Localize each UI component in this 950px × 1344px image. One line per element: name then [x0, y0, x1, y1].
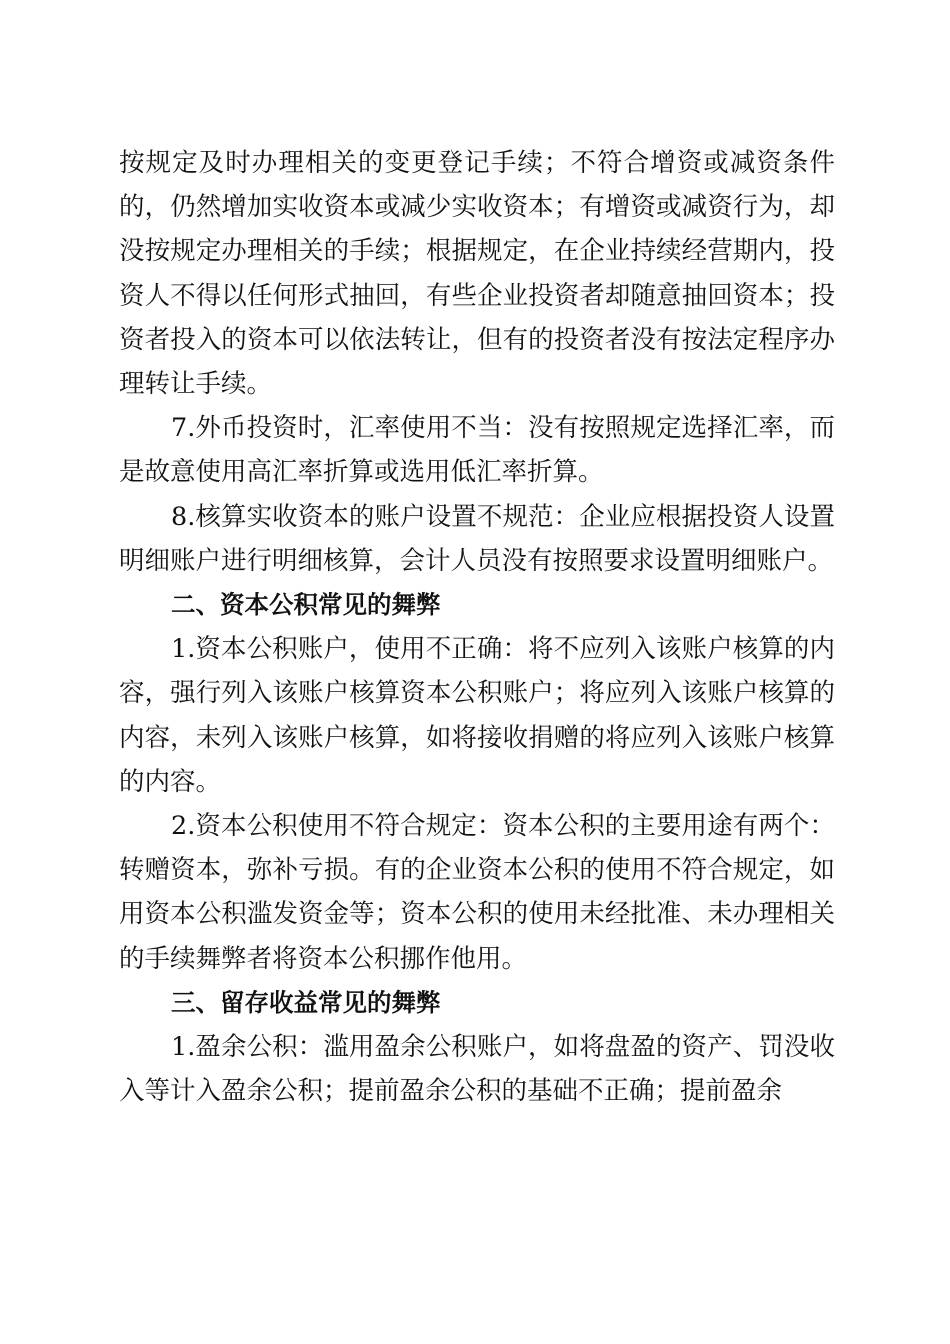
- paragraph-item-7-foreign-currency: 7.外币投资时，汇率使用不当：没有按照规定选择汇率，而是故意使用高汇率折算或选用低汇率折算。: [119, 413, 835, 488]
- paragraph-capital-reserve-item-2: 2.资本公积使用不符合规定：资本公积的主要用途有两个：转赠资本，弥补亏损。有的企业资本公积的使用不符合规定，如用资本公积滥发资金等；资本公积的使用未经批准、未办理相关的手续舞弊者将资本公积挪作他用。: [119, 811, 835, 974]
- paragraph-item-8-account-setup: 8.核算实收资本的账户设置不规范：企业应根据投资人设置明细账户进行明细核算，会计人员没有按照要求设置明细账户。: [119, 501, 835, 576]
- paragraph-retained-earnings-item-1: 1.盈余公积：滥用盈余公积账户，如将盘盈的资产、罚没收入等计入盈余公积；提前盈余公积的基础不正确；提前盈余: [119, 1032, 835, 1107]
- paragraph-capital-reserve-item-1: 1.资本公积账户，使用不正确：将不应列入该账户核算的内容，强行列入该账户核算资本公积账户；将应列入该账户核算的内容，未列入该账户核算，如将接收捐赠的将应列入该账户核算的内容。: [119, 634, 835, 797]
- section-heading-capital-reserve: 二、资本公积常见的舞弊: [171, 590, 441, 620]
- section-heading-retained-earnings: 三、留存收益常见的舞弊: [171, 987, 441, 1017]
- paragraph-continuation: 按规定及时办理相关的变更登记手续；不符合增资或减资条件的，仍然增加实收资本或减少实收资本；有增资或减资行为，却没按规定办理相关的手续；根据规定，在企业持续经营期内，投资人不得以任何形式抽回，有些企业投资者却随意抽回资本；投资者投入的资本可以依法转让，但有的投资者没有按法定程序办理转让手续。: [119, 148, 835, 400]
- document-body: [119, 141, 835, 1113]
